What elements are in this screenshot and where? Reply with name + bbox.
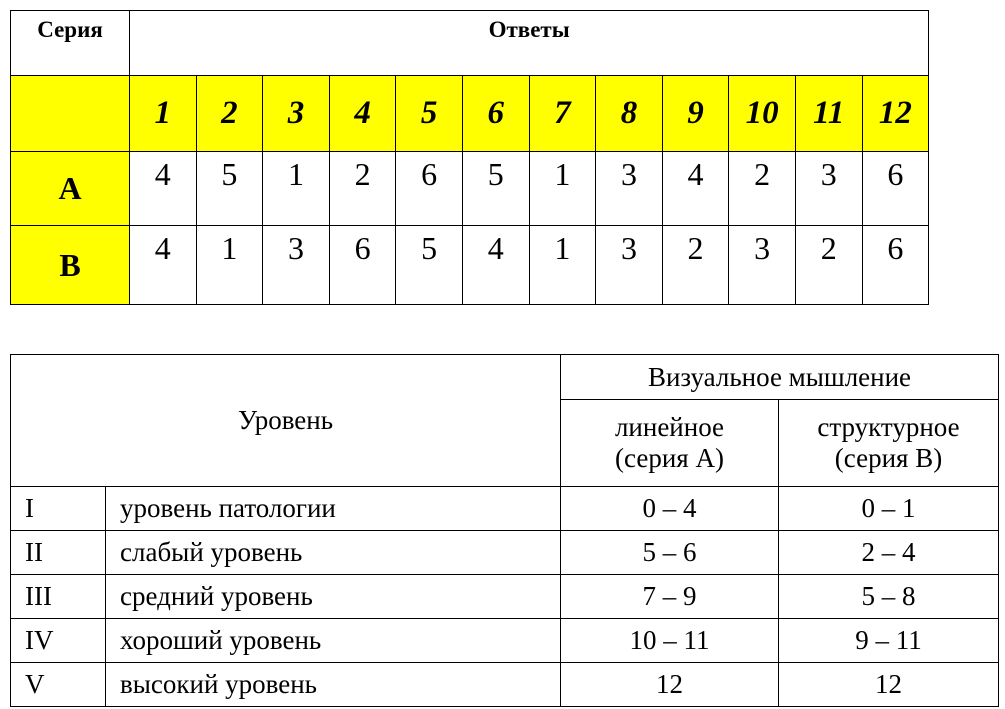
level-rows (11, 487, 999, 707)
answer-header-row (11, 11, 929, 76)
answers-header: Ответы (130, 11, 929, 76)
question-number: 3 (263, 76, 330, 152)
level-description: уровень патологии (106, 487, 561, 531)
series-a-row (11, 152, 929, 226)
structural-score-range: 0 – 1 (779, 487, 999, 531)
series-b-label: В (11, 226, 130, 305)
structural-header-line2: (серия В) (834, 443, 943, 473)
answer-key-table (10, 10, 929, 305)
structural-score-range: 2 – 4 (779, 531, 999, 575)
answer-cell: 3 (596, 152, 663, 226)
level-description: хороший уровень (106, 619, 561, 663)
linear-header-line2: (серия А) (615, 443, 724, 473)
answer-cell: 4 (130, 152, 197, 226)
answer-cell: 4 (462, 226, 529, 305)
structural-score-range: 5 – 8 (779, 575, 999, 619)
level-description: средний уровень (106, 575, 561, 619)
question-number: 8 (596, 76, 663, 152)
answer-cell: 5 (396, 226, 463, 305)
structural-header-line1: структурное (817, 412, 960, 442)
level-row (11, 531, 999, 575)
question-number: 5 (396, 76, 463, 152)
linear-score-range: 12 (561, 663, 779, 707)
question-number: 10 (729, 76, 796, 152)
answer-cell: 4 (662, 152, 729, 226)
visual-thinking-header: Визуальное мышление (561, 355, 999, 400)
level-description: слабый уровень (106, 531, 561, 575)
series-header: Серия (11, 11, 130, 76)
structural-score-range: 9 – 11 (779, 619, 999, 663)
answer-cell: 3 (729, 226, 796, 305)
linear-score-range: 10 – 11 (561, 619, 779, 663)
series-b-row (11, 226, 929, 305)
level-roman-numeral: V (11, 663, 106, 707)
answer-cell: 2 (662, 226, 729, 305)
question-number: 2 (196, 76, 263, 152)
answer-cell: 6 (862, 226, 929, 305)
structural-score-range: 12 (779, 663, 999, 707)
answer-cell: 2 (795, 226, 862, 305)
question-number: 1 (130, 76, 197, 152)
question-number: 9 (662, 76, 729, 152)
answer-cell: 2 (729, 152, 796, 226)
series-a-label: А (11, 152, 130, 226)
linear-score-range: 5 – 6 (561, 531, 779, 575)
structural-header (779, 400, 999, 487)
empty-corner-cell (11, 76, 130, 152)
level-row (11, 619, 999, 663)
question-number: 4 (329, 76, 396, 152)
answer-cell: 1 (529, 152, 596, 226)
answer-cell: 1 (263, 152, 330, 226)
level-roman-numeral: I (11, 487, 106, 531)
question-number: 7 (529, 76, 596, 152)
level-header-row-1 (11, 355, 999, 400)
answer-cell: 6 (329, 226, 396, 305)
linear-header-line1: линейное (614, 412, 725, 442)
level-row (11, 487, 999, 531)
level-row (11, 575, 999, 619)
question-number: 11 (795, 76, 862, 152)
answer-cell: 1 (529, 226, 596, 305)
level-table (10, 354, 999, 707)
linear-score-range: 7 – 9 (561, 575, 779, 619)
answer-cell: 1 (196, 226, 263, 305)
question-number-row (11, 76, 929, 152)
answer-cell: 2 (329, 152, 396, 226)
level-roman-numeral: III (11, 575, 106, 619)
level-description: высокий уровень (106, 663, 561, 707)
answer-cell: 3 (596, 226, 663, 305)
question-number: 6 (462, 76, 529, 152)
answer-cell: 6 (862, 152, 929, 226)
level-row (11, 663, 999, 707)
question-number: 12 (862, 76, 929, 152)
answer-cell: 4 (130, 226, 197, 305)
level-roman-numeral: IV (11, 619, 106, 663)
answer-cell: 3 (263, 226, 330, 305)
answer-cell: 5 (462, 152, 529, 226)
answer-cell: 3 (795, 152, 862, 226)
answer-cell: 6 (396, 152, 463, 226)
level-roman-numeral: II (11, 531, 106, 575)
level-header: Уровень (11, 355, 561, 487)
linear-score-range: 0 – 4 (561, 487, 779, 531)
answer-cell: 5 (196, 152, 263, 226)
linear-header (561, 400, 779, 487)
